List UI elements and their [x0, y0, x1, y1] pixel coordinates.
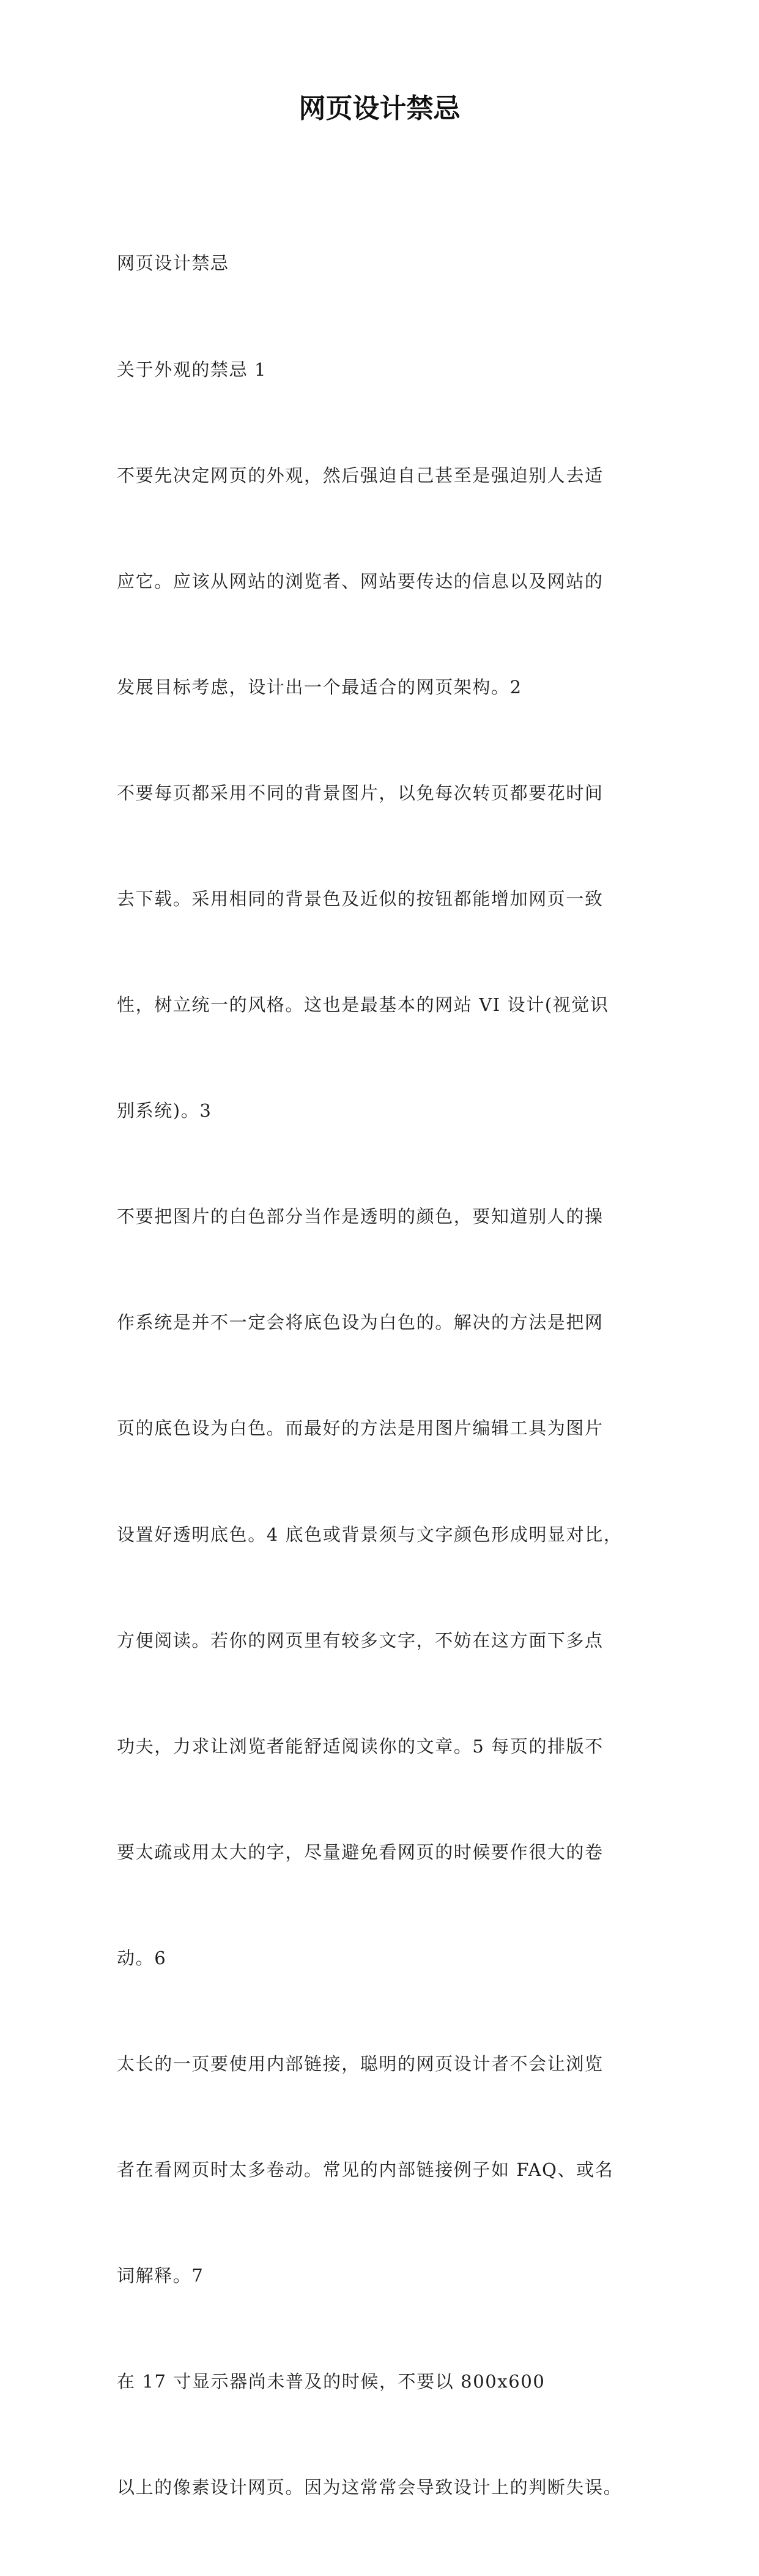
body-line: 网页设计禁忌 [117, 253, 229, 274]
body-line: 不要把图片的白色部分当作是透明的颜色，要知道别人的操 [117, 1206, 604, 1227]
body-line: 应它。应该从网站的浏览者、网站要传达的信息以及网站的 [117, 570, 604, 592]
body-line: 要太疏或用太大的字，尽量避免看网页的时候要作很大的卷 [117, 1841, 604, 1863]
body-line: 设置好透明底色。4 底色或背景须与文字颜色形成明显对比， [117, 1524, 623, 1545]
body-line: 以上的像素设计网页。因为这常常会导致设计上的判断失误。 [117, 2477, 623, 2498]
body-line: 不要每页都采用不同的背景图片，以免每次转页都要花时间 [117, 782, 604, 803]
body-line: 动。6 [117, 1947, 167, 1968]
body-line: 去下载。采用相同的背景色及近似的按钮都能增加网页一致 [117, 888, 604, 909]
body-line: 功夫，力求让浏览者能舒适阅读你的文章。5 每页的排版不 [117, 1735, 604, 1757]
document-title: 网页设计禁忌 [298, 93, 461, 124]
body-line: 发展目标考虑，设计出一个最适合的网页架构。2 [117, 676, 522, 698]
body-line: 词解释。7 [117, 2265, 204, 2287]
body-line: 别系统)。3 [117, 1100, 212, 1122]
body-line: 在 17 寸显示器尚未普及的时候，不要以 800x600 [117, 2371, 546, 2392]
body-line: 者在看网页时太多卷动。常见的内部链接例子如 FAQ、或名 [117, 2159, 614, 2181]
body-line: 性，树立统一的风格。这也是最基本的网站 VI 设计(视觉识 [117, 994, 609, 1016]
document-body [117, 176, 643, 2576]
body-line: 方便阅读。若你的网页里有较多文字，不妨在这方面下多点 [117, 1629, 604, 1651]
body-line: 不要先决定网页的外观，然后强迫自己甚至是强迫别人去适 [117, 464, 604, 486]
body-line: 关于外观的禁忌 1 [117, 359, 267, 380]
body-line: 太长的一页要使用内部链接，聪明的网页设计者不会让浏览 [117, 2053, 604, 2074]
body-line: 作系统是并不一定会将底色设为白色的。解决的方法是把网 [117, 1312, 604, 1333]
body-line: 页的底色设为白色。而最好的方法是用图片编辑工具为图片 [117, 1418, 604, 1439]
